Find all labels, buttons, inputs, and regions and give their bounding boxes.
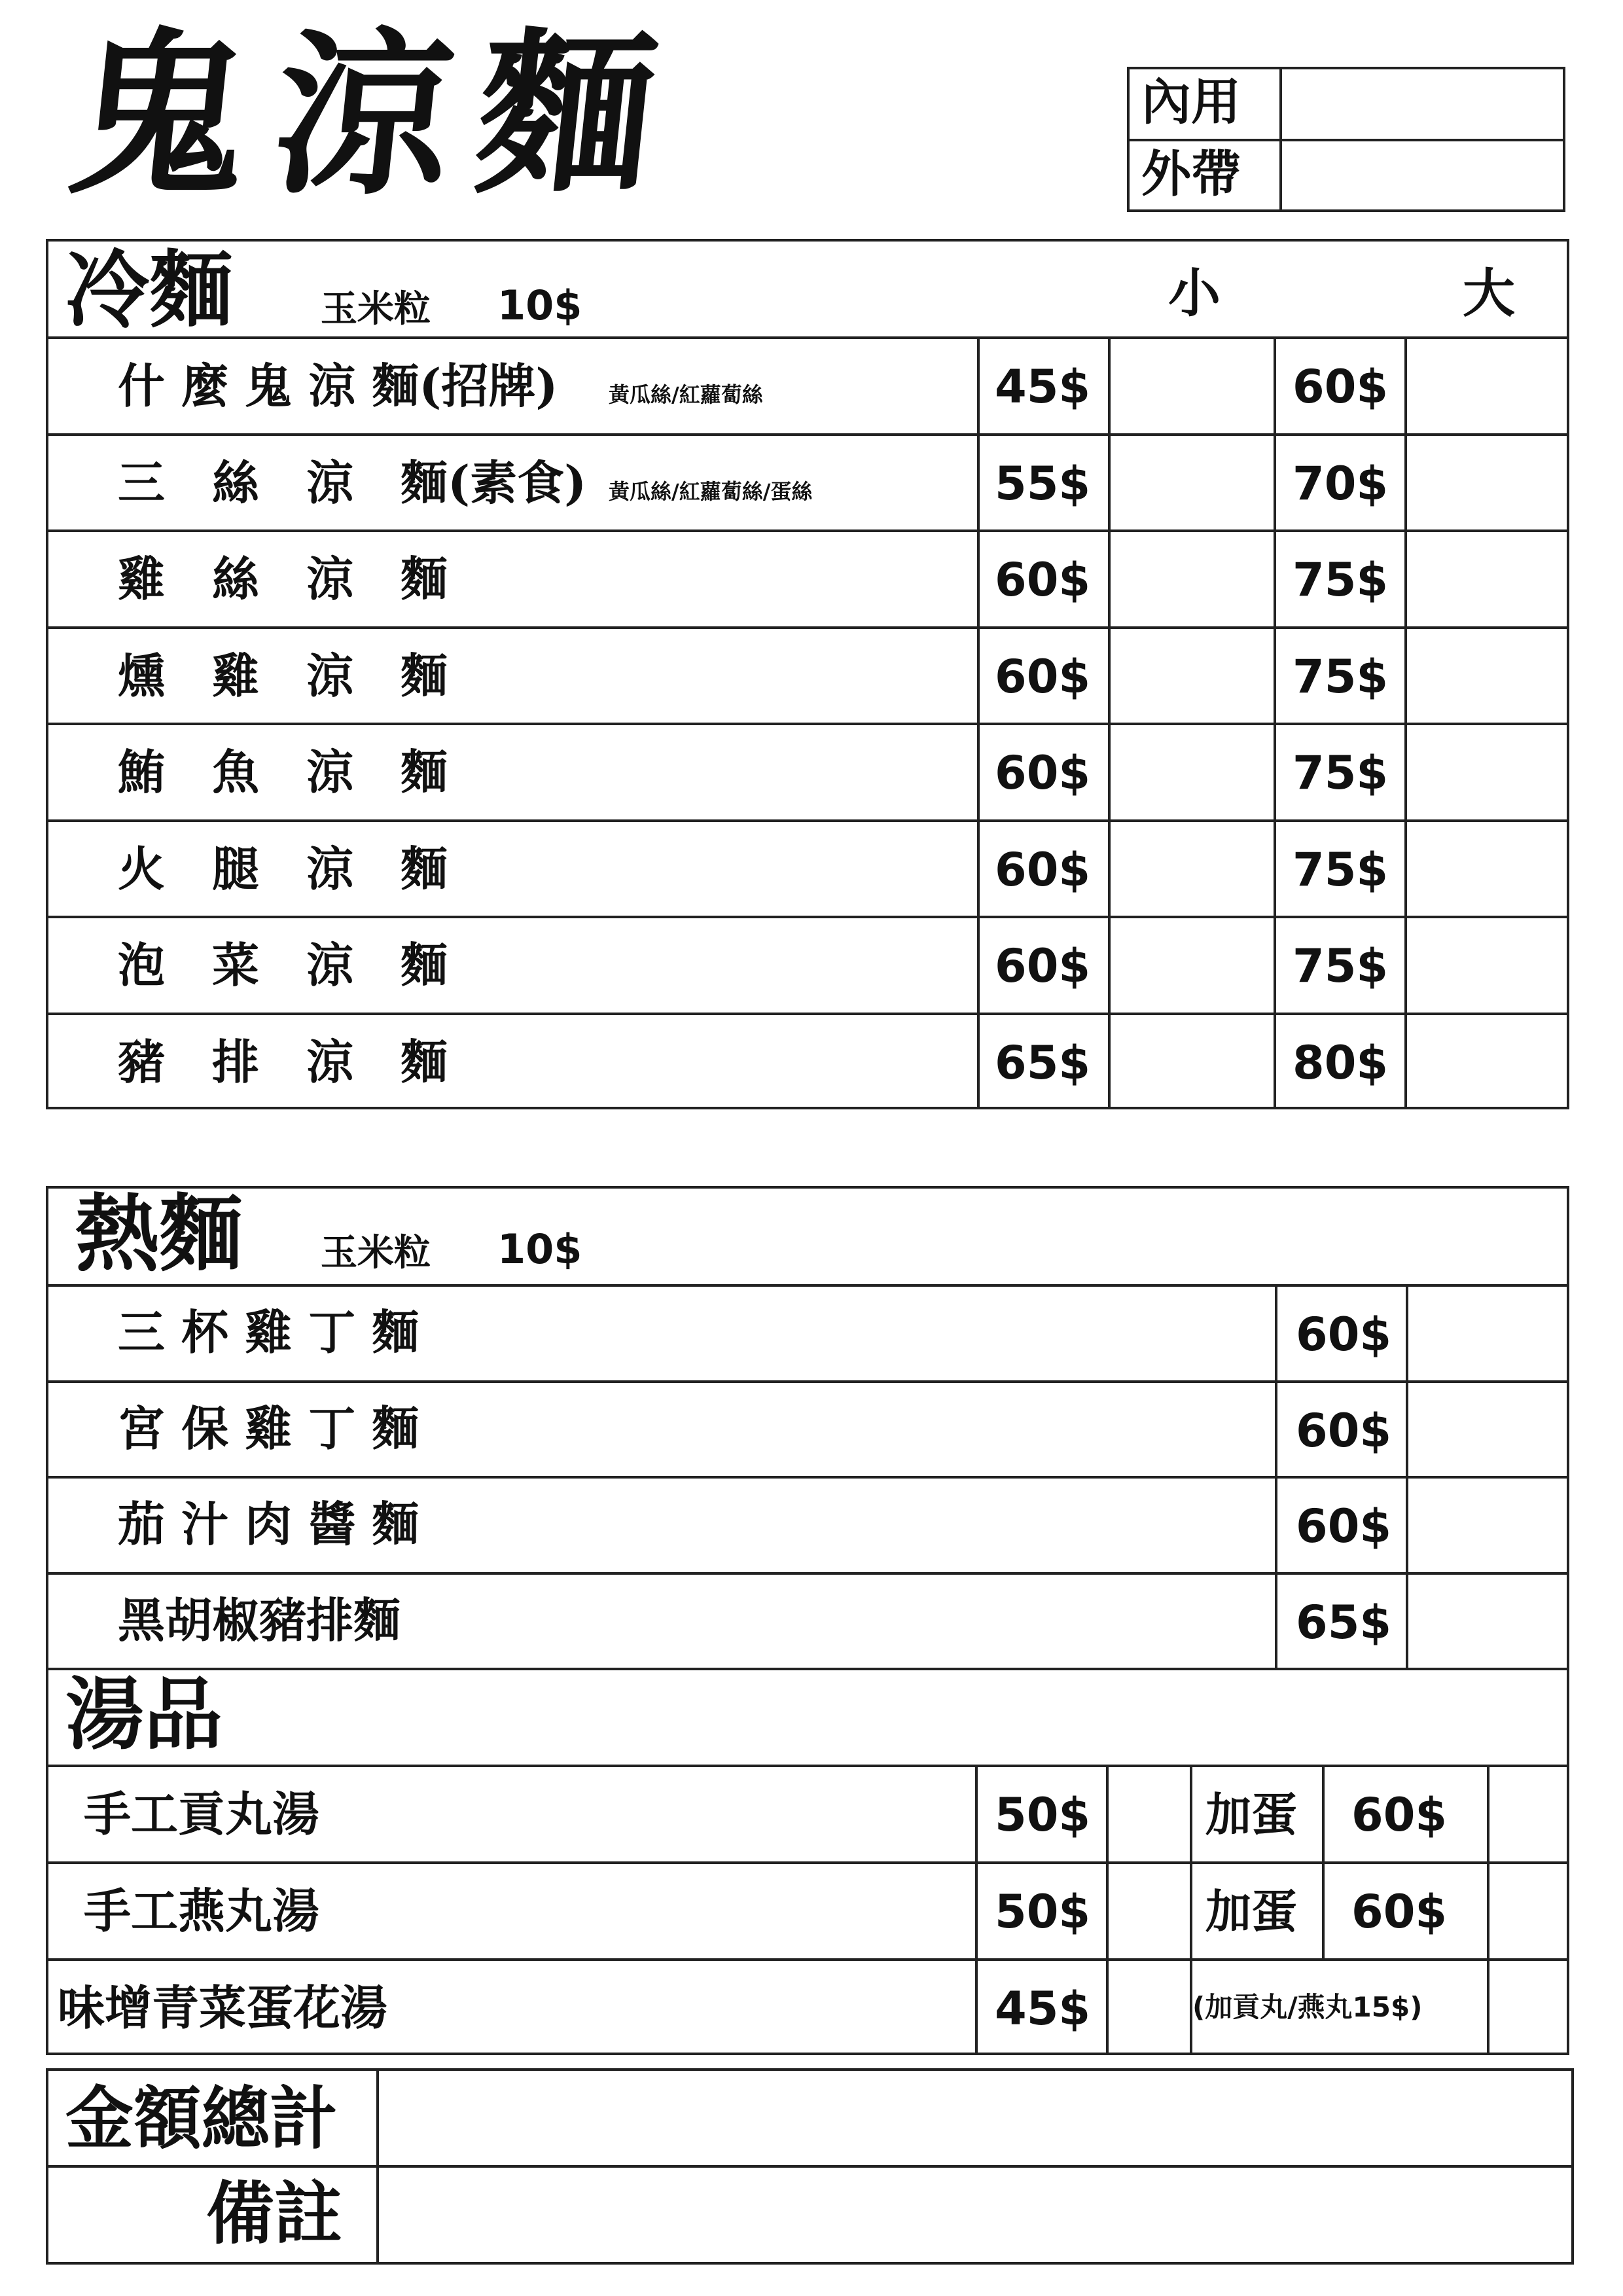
remark-field[interactable] <box>381 2169 1571 2261</box>
cold-item-note: 黃瓜絲/紅蘿蔔絲 <box>609 382 763 407</box>
cold-item-large-price: 75$ <box>1293 842 1389 897</box>
cold-item-name: 三 絲 涼 麵(素食) <box>118 454 587 511</box>
shop-title: 鬼涼麵 <box>61 10 692 219</box>
cold-item-note: 黃瓜絲/紅蘿蔔絲/蛋絲 <box>609 478 813 504</box>
hot-item-name: 黑胡椒豬排麵 <box>118 1592 401 1648</box>
cold-item-small-price: 55$ <box>995 456 1091 511</box>
hot-item-name: 茄 汁 肉 醬 麵 <box>118 1496 419 1552</box>
soup-egg-label: 加蛋 <box>1205 1787 1297 1842</box>
soup-addon-note: (加貢丸/燕丸15$) <box>1192 1991 1423 2023</box>
hot-item-price: 60$ <box>1296 1308 1392 1361</box>
cold-item-small-qty[interactable] <box>1113 629 1270 721</box>
size-large-header: 大 <box>1463 262 1515 324</box>
dine-in-checkbox[interactable] <box>1283 69 1563 137</box>
soup-section-title: 湯品 <box>65 1668 223 1761</box>
cold-item-small-price: 60$ <box>995 649 1091 704</box>
total-label: 金額總計 <box>65 2078 338 2159</box>
cold-item-small-qty[interactable] <box>1113 1015 1270 1107</box>
hot-item-qty[interactable] <box>1410 1479 1564 1570</box>
hot-item-price: 65$ <box>1296 1595 1392 1649</box>
cold-item-large-qty[interactable] <box>1407 436 1564 528</box>
cold-item-large-qty[interactable] <box>1407 822 1564 914</box>
cold-item-large-price: 75$ <box>1293 649 1389 704</box>
hot-item-name: 三 杯 雞 丁 麵 <box>118 1304 419 1360</box>
takeout-checkbox[interactable] <box>1283 141 1563 209</box>
soup-egg-label: 加蛋 <box>1205 1884 1297 1939</box>
soup-item-price: 50$ <box>995 1885 1091 1939</box>
cold-item-large-qty[interactable] <box>1407 1015 1564 1107</box>
soup-egg-price: 60$ <box>1351 1885 1448 1939</box>
soup-egg-qty[interactable] <box>1491 1864 1564 1956</box>
dine-in-label: 內用 <box>1141 73 1241 131</box>
hot-item-price: 60$ <box>1296 1499 1392 1553</box>
cold-section-title: 冷麵 <box>65 242 234 340</box>
cold-item-large-qty[interactable] <box>1407 918 1564 1010</box>
cold-item-large-qty[interactable] <box>1407 629 1564 721</box>
cold-item-small-qty[interactable] <box>1113 822 1270 914</box>
soup-item-qty[interactable] <box>1110 1961 1185 2053</box>
cold-item-name: 什 麼 鬼 涼 麵(招牌) <box>118 358 558 414</box>
cold-item-name: 燻 雞 涼 麵 <box>118 647 448 704</box>
takeout-label: 外帶 <box>1141 145 1241 203</box>
cold-item-large-price: 80$ <box>1293 1035 1389 1090</box>
cold-item-name: 泡 菜 涼 麵 <box>118 937 448 993</box>
cold-item-small-qty[interactable] <box>1113 725 1270 817</box>
soup-item-price: 50$ <box>995 1788 1091 1842</box>
cold-item-large-price: 75$ <box>1293 939 1389 993</box>
hot-item-qty[interactable] <box>1410 1575 1564 1666</box>
cold-item-small-price: 65$ <box>995 1035 1091 1090</box>
cold-item-large-price: 75$ <box>1293 746 1389 800</box>
cold-item-small-qty[interactable] <box>1113 532 1270 624</box>
cold-item-small-qty[interactable] <box>1113 436 1270 528</box>
soup-egg-price: 60$ <box>1351 1788 1448 1842</box>
soup-item-qty[interactable] <box>1110 1864 1185 1956</box>
cold-item-large-qty[interactable] <box>1407 725 1564 817</box>
cold-item-large-price: 75$ <box>1293 553 1389 607</box>
hot-item-name: 宮 保 雞 丁 麵 <box>118 1400 419 1456</box>
soup-egg-qty[interactable] <box>1491 1767 1564 1859</box>
soup-item-name: 味增青菜蛋花湯 <box>58 1980 388 2036</box>
cold-item-small-price: 60$ <box>995 939 1091 993</box>
remark-label: 備註 <box>206 2173 343 2253</box>
cold-addon-label: 玉米粒 <box>321 287 431 331</box>
soup-item-name: 手工貢丸湯 <box>84 1786 320 1842</box>
cold-item-name: 豬 排 涼 麵 <box>118 1033 448 1090</box>
hot-item-price: 60$ <box>1296 1403 1392 1458</box>
cold-item-small-qty[interactable] <box>1113 918 1270 1010</box>
total-field[interactable] <box>381 2072 1571 2162</box>
soup-item-qty[interactable] <box>1110 1767 1185 1859</box>
cold-item-small-qty[interactable] <box>1113 339 1270 431</box>
soup-item-price: 45$ <box>995 1982 1091 2036</box>
cold-item-name: 雞 絲 涼 麵 <box>118 551 448 607</box>
cold-item-large-qty[interactable] <box>1407 339 1564 431</box>
cold-item-small-price: 45$ <box>995 360 1091 414</box>
hot-item-qty[interactable] <box>1410 1383 1564 1474</box>
cold-item-large-price: 70$ <box>1293 456 1389 511</box>
soup-item-name: 手工燕丸湯 <box>84 1883 320 1939</box>
cold-item-small-price: 60$ <box>995 553 1091 607</box>
hot-item-qty[interactable] <box>1410 1287 1564 1378</box>
cold-item-name: 鮪 魚 涼 麵 <box>118 744 448 800</box>
size-small-header: 小 <box>1168 262 1221 324</box>
cold-addon-price: 10$ <box>497 281 582 329</box>
hot-section-title: 熱麵 <box>75 1185 243 1283</box>
cold-item-large-qty[interactable] <box>1407 532 1564 624</box>
cold-item-large-price: 60$ <box>1293 360 1389 414</box>
cold-item-name: 火 腿 涼 麵 <box>118 840 448 897</box>
hot-addon-price: 10$ <box>497 1225 582 1273</box>
cold-item-small-price: 60$ <box>995 746 1091 800</box>
hot-addon-label: 玉米粒 <box>321 1231 431 1274</box>
cold-item-small-price: 60$ <box>995 842 1091 897</box>
